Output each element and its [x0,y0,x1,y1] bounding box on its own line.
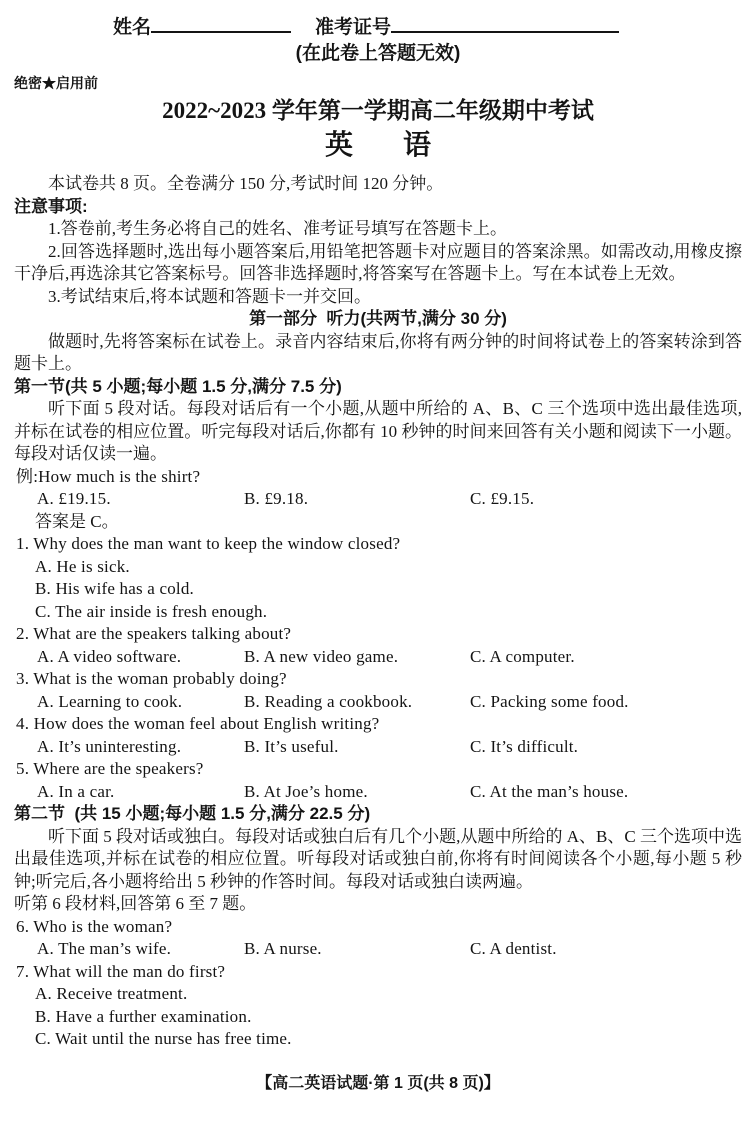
section2-heading: 第二节 (共 15 小题;每小题 1.5 分,满分 22.5 分) [14,804,371,823]
note-item-2: 2.回答选择题时,选出每小题答案后,用铅笔把答题卡对应题目的答案涂黑。如需改动,用橡皮擦干净后,再选涂其它答案标号。回答非选择题时,将答案写在答题卡上。写在本试卷上无效。 [14,241,742,283]
question-4 [14,713,742,758]
question-4-option-c: C. It’s difficult. [470,736,579,756]
question-7-option-b: B. Have a further examination. [35,1006,252,1026]
question-7-text: 7. What will the man do first? [16,961,226,981]
question-6-option-a: A. The man’s wife. [37,939,172,958]
question-5-option-a: A. In a car. [37,781,115,801]
name-blank-line [151,14,291,33]
example-answer: 答案是 C。 [35,511,119,531]
question-6-option-b: B. A nurse. [244,939,322,958]
question-1-option-c: C. The air inside is fresh enough. [35,601,268,621]
invalid-notice: (在此卷上答题无效) [295,43,461,64]
question-3-text: 3. What is the woman probably doing? [16,669,287,688]
question-2 [14,623,742,668]
subject-title: 英语 [324,130,481,161]
name-label: 姓名 [113,17,152,38]
notes-heading: 注意事项: [14,196,88,216]
question-7-option-c: C. Wait until the nurse has free time. [35,1029,292,1048]
ticket-label: 准考证号 [315,17,392,38]
example-option-b: B. £9.18. [244,489,309,508]
note-item-1: 1.答卷前,考生务必将自己的姓名、准考证号填写在答题卡上。 [48,219,507,238]
question-4-option-a: A. It’s uninteresting. [37,736,182,756]
note-item-3: 3.考试结束后,将本试题和答题卡一并交回。 [48,286,371,306]
example-options [14,488,742,511]
question-5-option-c: C. At the man’s house. [470,781,629,801]
part1-intro: 做题时,先将答案标在试卷上。录音内容结束后,你将有两分钟的时间将试卷上的答案转涂到答题卡上。 [14,331,742,373]
question-3-options [14,691,742,714]
question-6-text: 6. Who is the woman? [16,916,173,936]
candidate-info-row [14,14,742,41]
question-1-option-b: B. His wife has a cold. [35,579,194,598]
question-2-option-c: C. A computer. [470,646,575,666]
question-6-options [14,938,742,961]
question-4-option-b: B. It’s useful. [244,736,339,756]
question-3-option-c: C. Packing some food. [470,691,629,711]
page-footer: 【高二英语试题·第 1 页(共 8 页)】 [256,1074,500,1092]
section1-instructions: 听下面 5 段对话。每段对话后有一个小题,从题中所给的 A、B、C 三个选项中选出最佳选项,并标在试卷的相应位置。听完每段对话后,你都有 10 秒钟的时间来回答有关小题和阅读下一小题。每段对话仅读一遍。 [14,399,742,463]
question-2-text: 2. What are the speakers talking about? [16,624,292,643]
exam-info: 本试卷共 8 页。全卷满分 150 分,考试时间 120 分钟。 [48,174,444,193]
question-4-options [14,736,742,759]
ticket-blank-line [391,14,619,33]
question-3-option-b: B. Reading a cookbook. [244,691,413,711]
section2-material-note: 听第 6 段材料,回答第 6 至 7 题。 [14,894,257,913]
question-1 [14,533,742,623]
question-6 [14,916,742,961]
question-5-options [14,781,742,804]
example-option-a: A. £19.15. [37,489,111,508]
exam-title: 2022~2023 学年第一学期高二年级期中考试 [162,98,594,123]
question-1-text: 1. Why does the man want to keep the window closed? [16,534,401,553]
part1-heading: 第一部分 听力(共两节,满分 30 分) [249,309,507,328]
question-2-options [14,646,742,669]
question-3 [14,668,742,713]
question-7-option-a: A. Receive treatment. [35,984,188,1003]
question-2-option-b: B. A new video game. [244,646,399,666]
question-4-text: 4. How does the woman feel about English writing? [16,714,380,733]
question-7 [14,961,742,1051]
question-5-text: 5. Where are the speakers? [16,759,204,778]
section2-instructions: 听下面 5 段对话或独白。每段对话或独白后有几个小题,从题中所给的 A、B、C 三个选项中选出最佳选项,并标在试卷的相应位置。听每段对话或独白前,你将有时间阅读各个小题,每小题 5 秒钟;听完后,各小题将给出 5 秒钟的作答时间。每段对话或独白读两遍。 [14,826,742,891]
section1-heading: 第一节(共 5 小题;每小题 1.5 分,满分 7.5 分) [14,376,342,396]
question-5-option-b: B. At Joe’s home. [244,781,368,801]
question-6-option-c: C. A dentist. [470,939,557,958]
question-1-option-a: A. He is sick. [35,556,130,576]
secrecy-label: 绝密★启用前 [14,75,98,91]
example-option-c: C. £9.15. [470,489,535,508]
question-2-option-a: A. A video software. [37,646,182,666]
example-prompt: 例:How much is the shirt? [16,466,201,486]
question-3-option-a: A. Learning to cook. [37,691,183,711]
question-5 [14,758,742,803]
